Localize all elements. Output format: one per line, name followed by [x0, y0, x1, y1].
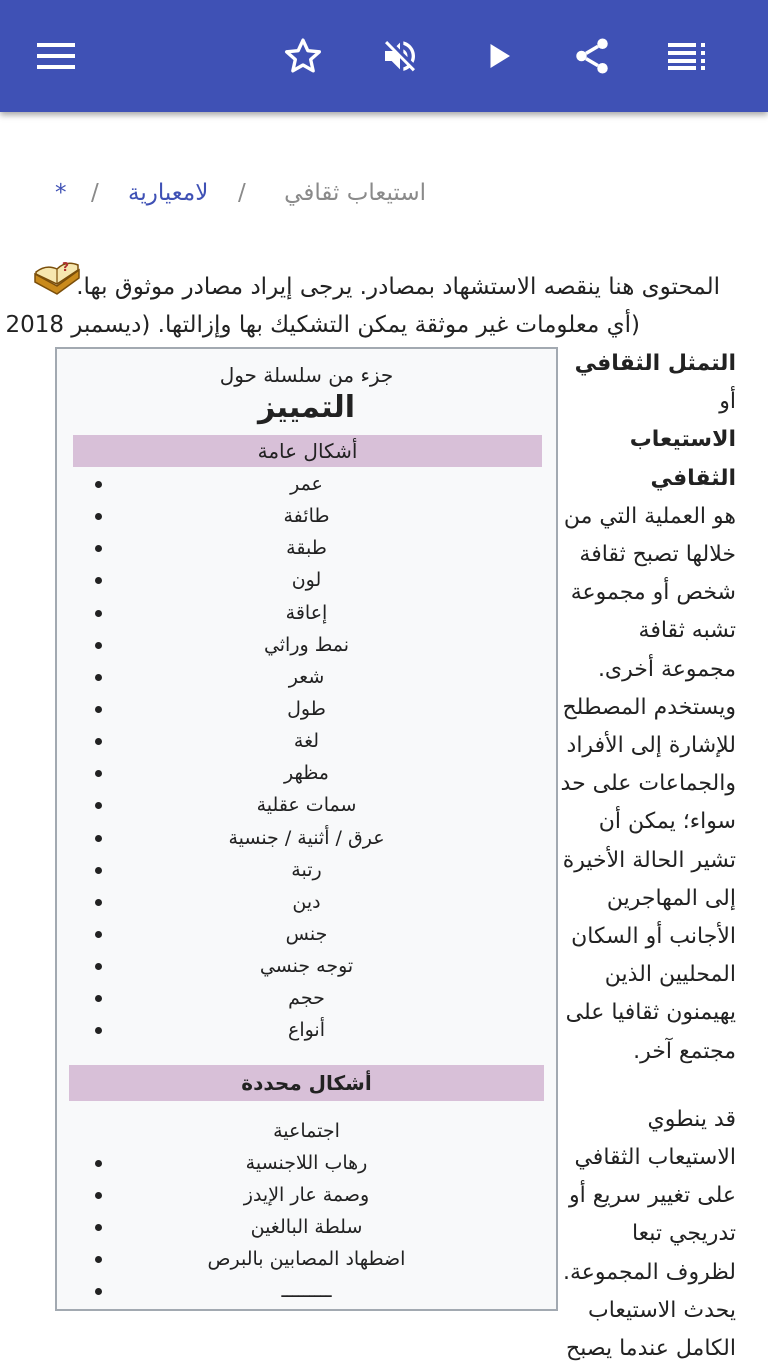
play-icon: [480, 38, 516, 74]
infobox-link[interactable]: نمط وراثي: [57, 629, 556, 661]
contents-button[interactable]: [656, 24, 720, 88]
infobox-title[interactable]: التمييز: [257, 390, 356, 425]
infobox-link[interactable]: مظهر: [57, 757, 556, 789]
article-line: تشبه ثقافة: [638, 618, 736, 644]
breadcrumb-root-link[interactable]: *: [55, 180, 67, 206]
infobox-link[interactable]: لون: [57, 564, 556, 596]
article-line: المحليين الذين: [604, 962, 736, 988]
breadcrumb: [0, 180, 768, 220]
article-text: أو: [719, 389, 736, 415]
infobox-link[interactable]: طول: [57, 693, 556, 725]
article-term-2: الاستيعاب الثقافي: [629, 427, 736, 491]
article-line: إلى المهاجرين: [606, 885, 736, 911]
infobox-link[interactable]: طبقة: [57, 532, 556, 564]
infobox-sidebar: [55, 347, 558, 1311]
infobox-link[interactable]: إعاقة: [57, 597, 556, 629]
article-line: للإشارة إلى الأفراد: [566, 733, 736, 759]
infobox-section-header: أشكال محددة: [69, 1065, 544, 1101]
infobox-subheading: اجتماعية: [273, 1119, 340, 1142]
article-line: قد ينطوي: [647, 1106, 736, 1132]
breadcrumb-separator: /: [238, 180, 246, 206]
infobox-list-general: [57, 468, 556, 1047]
infobox-link[interactable]: رتبة: [57, 854, 556, 886]
infobox-link[interactable]: توجه جنسي: [57, 950, 556, 982]
infobox-link[interactable]: طائفة: [57, 500, 556, 532]
article-line: خلالها تصبح ثقافة: [579, 542, 736, 568]
infobox-above: جزء من سلسلة حول: [219, 363, 394, 387]
article-line: تشير الحالة الأخيرة: [562, 847, 736, 873]
infobox-link[interactable]: ـــــــــ: [57, 1275, 556, 1307]
star-outline-icon: [283, 36, 323, 76]
play-button[interactable]: [466, 24, 530, 88]
infobox-section-header: أشكال عامة: [73, 435, 542, 467]
share-icon: [571, 35, 613, 77]
breadcrumb-current: استيعاب ثقافي: [284, 180, 426, 206]
playlist-icon: [668, 41, 708, 71]
article-line: على تغيير سريع أو: [568, 1183, 736, 1209]
breadcrumb-separator: /: [91, 180, 99, 206]
article-line: لظروف المجموعة.: [562, 1259, 736, 1285]
article-line: الكامل عندما يصبح: [566, 1336, 736, 1362]
svg-text:?: ?: [62, 260, 69, 274]
infobox-link[interactable]: لغة: [57, 725, 556, 757]
article-line: ويستخدم المصطلح: [562, 694, 736, 720]
article-body: [556, 345, 736, 1368]
share-button[interactable]: [560, 24, 624, 88]
menu-icon: [37, 41, 75, 71]
infobox-link[interactable]: دين: [57, 886, 556, 918]
breadcrumb-parent-link[interactable]: لامعيارية: [128, 180, 209, 206]
infobox-link[interactable]: حجم: [57, 982, 556, 1014]
article-paragraph-1: [556, 345, 736, 1071]
infobox-link[interactable]: سمات عقلية: [57, 789, 556, 821]
article-line: الاستيعاب الثقافي: [574, 1145, 736, 1171]
volume-off-icon: [380, 36, 420, 76]
infobox-link[interactable]: عمر: [57, 468, 556, 500]
infobox-link[interactable]: رهاب اللاجنسية: [57, 1147, 556, 1179]
infobox-link[interactable]: اضطهاد المصابين بالبرص: [57, 1243, 556, 1275]
infobox-link[interactable]: شعر: [57, 661, 556, 693]
article-line: الأجانب أو السكان: [571, 924, 736, 950]
infobox-link[interactable]: عرق / أثنية / جنسية: [57, 822, 556, 854]
infobox-list-specific: [57, 1147, 556, 1308]
article-paragraph-2: [556, 1101, 736, 1368]
menu-button[interactable]: [24, 24, 88, 88]
infobox-link[interactable]: أنواع: [57, 1014, 556, 1046]
infobox-link[interactable]: وصمة عار الإيدز: [57, 1179, 556, 1211]
app-toolbar: [0, 0, 768, 112]
article-line: والجماعات على حد: [560, 771, 736, 797]
article-line: سواء؛ يمكن أن: [598, 809, 736, 835]
article-line: شخص أو مجموعة: [570, 580, 736, 606]
infobox-link[interactable]: جنس: [57, 918, 556, 950]
notice-line-2: (أي معلومات غير موثقة يمكن التشكيك بها وإزالتها. (ديسمبر 2018: [5, 312, 640, 338]
mute-button[interactable]: [368, 24, 432, 88]
article-term-1: التمثل الثقافي: [574, 351, 736, 376]
article-line: تدريجي تبعا: [631, 1221, 736, 1247]
article-line: يهيمنون ثقافيا على: [565, 1000, 736, 1026]
article-line: مجموعة أخرى.: [597, 656, 736, 682]
infobox-link[interactable]: سلطة البالغين: [57, 1211, 556, 1243]
bookmark-button[interactable]: [271, 24, 335, 88]
article-line: هو العملية التي من: [563, 503, 736, 529]
article-line: مجتمع آخر.: [633, 1038, 736, 1064]
article-line: يحدث الاستيعاب: [588, 1297, 736, 1323]
notice-line-1: المحتوى هنا ينقصه الاستشهاد بمصادر. يرجى إيراد مصادر موثوق بها.: [76, 274, 720, 300]
